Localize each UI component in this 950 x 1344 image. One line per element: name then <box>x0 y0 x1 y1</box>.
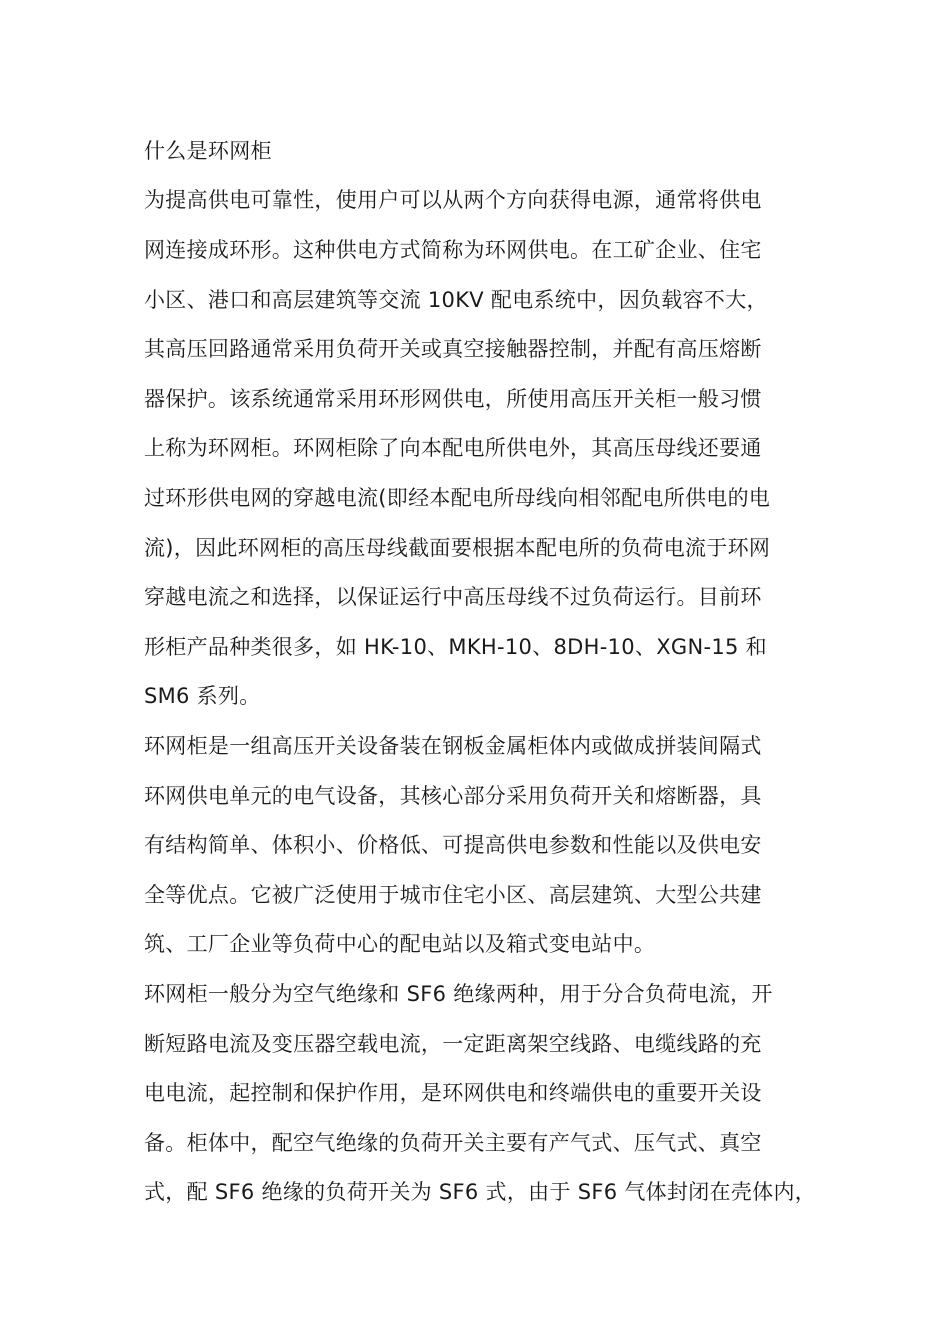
paragraph-line: 有结构简单、体积小、价格低、可提高供电参数和性能以及供电安 <box>144 833 762 857</box>
paragraph-line: 上称为环网柜。环网柜除了向本配电所供电外，其高压母线还要通 <box>144 436 762 460</box>
paragraph-line: 断短路电流及变压器空载电流，一定距离架空线路、电缆线路的充 <box>144 1032 762 1056</box>
paragraph-line: 网连接成环形。这种供电方式简称为环网供电。在工矿企业、住宅 <box>144 238 762 262</box>
paragraph-line: 式，配 SF6 绝缘的负荷开关为 SF6 式，由于 SF6 气体封闭在壳体内， <box>144 1180 817 1204</box>
paragraph-line: 环网柜一般分为空气绝缘和 SF6 绝缘两种，用于分合负荷电流，开 <box>144 982 773 1006</box>
paragraph-line: 小区、港口和高层建筑等交流 10KV 配电系统中，因负载容不大， <box>144 288 768 312</box>
paragraph-line: 形柜产品种类很多，如 HK-10、MKH-10、8DH-10、XGN-15 和 <box>144 635 767 659</box>
paragraph-line: 电电流，起控制和保护作用，是环网供电和终端供电的重要开关设 <box>144 1081 762 1105</box>
paragraph-line: 备。柜体中，配空气绝缘的负荷开关主要有产气式、压气式、真空 <box>144 1131 762 1155</box>
paragraph-line: 环网柜是一组高压开关设备装在钢板金属柜体内或做成拼装间隔式 <box>144 734 762 758</box>
paragraph-line: 全等优点。它被广泛使用于城市住宅小区、高层建筑、大型公共建 <box>144 883 762 907</box>
paragraph-line: 其高压回路通常采用负荷开关或真空接触器控制，并配有高压熔断 <box>144 337 762 361</box>
paragraph-line: 过环形供电网的穿越电流(即经本配电所母线向相邻配电所供电的电 <box>144 486 771 510</box>
paragraph-line: 流)，因此环网柜的高压母线截面要根据本配电所的负荷电流于环网 <box>144 536 771 560</box>
paragraph-line: 穿越电流之和选择，以保证运行中高压母线不过负荷运行。目前环 <box>144 585 762 609</box>
paragraph-line: SM6 系列。 <box>144 684 261 708</box>
document-title: 什么是环网柜 <box>144 139 272 163</box>
paragraph-line: 筑、工厂企业等负荷中心的配电站以及箱式变电站中。 <box>144 932 656 956</box>
paragraph-line: 环网供电单元的电气设备，其核心部分采用负荷开关和熔断器，具 <box>144 784 762 808</box>
paragraph-line: 器保护。该系统通常采用环形网供电，所使用高压开关柜一般习惯 <box>144 387 762 411</box>
paragraph-line: 为提高供电可靠性，使用户可以从两个方向获得电源，通常将供电 <box>144 188 762 212</box>
